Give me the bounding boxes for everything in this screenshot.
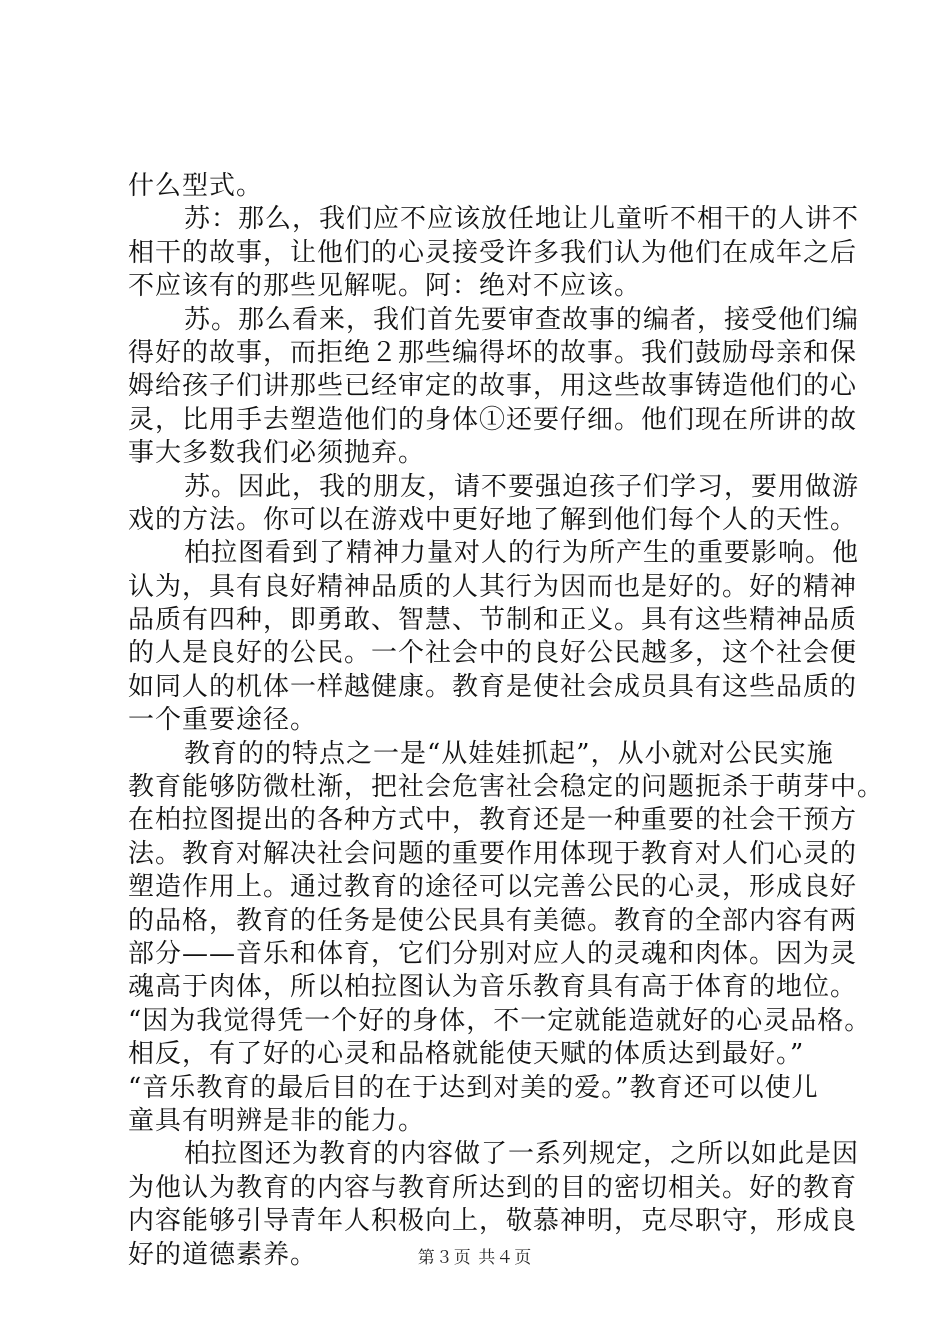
text-line: 内容能够引导青年人积极向上，敬慕神明，克尽职守，形成良 bbox=[128, 1206, 858, 1237]
text-line: 戏的方法。你可以在游戏中更好地了解到他们每个人的天性。 bbox=[128, 504, 858, 535]
text-line: 得好的故事，而拒绝２那些编得坏的故事。我们鼓励母亲和保 bbox=[128, 337, 858, 368]
text-line: 灵，比用手去塑造他们的身体①还要仔细。他们现在所讲的故 bbox=[128, 404, 858, 435]
document-body bbox=[128, 170, 885, 1272]
text-line: 苏。因此，我的朋友，请不要强迫孩子们学习，要用做游 bbox=[184, 471, 860, 502]
text-line: 魂高于肉体，所以柏拉图认为音乐教育具有高于体育的地位。 bbox=[128, 972, 858, 1003]
text-line: “因为我觉得凭一个好的身体，不一定就能造就好的心灵品格。 bbox=[128, 1005, 872, 1036]
text-line: 事大多数我们必须抛弃。 bbox=[128, 438, 426, 469]
page-number-footer: 第３页 共４页 bbox=[417, 1248, 533, 1268]
text-line: 法。教育对解决社会问题的重要作用体现于教育对人们心灵的 bbox=[128, 838, 858, 869]
text-line: 不应该有的那些见解呢。阿：绝对不应该。 bbox=[128, 271, 642, 302]
text-line: 认为，具有良好精神品质的人其行为因而也是好的。好的精神 bbox=[128, 571, 858, 602]
text-line: 相反，有了好的心灵和品格就能使天赋的体质达到最好。” bbox=[128, 1039, 805, 1070]
text-line: 部分——音乐和体育，它们分别对应人的灵魂和肉体。因为灵 bbox=[128, 938, 858, 969]
text-line: 苏：那么，我们应不应该放任地让儿童听不相干的人讲不 bbox=[184, 204, 860, 235]
text-line: 的人是良好的公民。一个社会中的良好公民越多，这个社会便 bbox=[128, 638, 858, 669]
text-line: 在柏拉图提出的各种方式中，教育还是一种重要的社会干预方 bbox=[128, 805, 858, 836]
text-line: 教育能够防微杜渐，把社会危害社会稳定的问题扼杀于萌芽中。 bbox=[128, 772, 885, 803]
text-line: 品质有四种，即勇敢、智慧、节制和正义。具有这些精神品质 bbox=[128, 605, 858, 636]
text-line: 苏。那么看来，我们首先要审查故事的编者，接受他们编 bbox=[184, 304, 860, 335]
text-line: 如同人的机体一样越健康。教育是使社会成员具有这些品质的 bbox=[128, 671, 858, 702]
text-line: 一个重要途径。 bbox=[128, 705, 318, 736]
text-line: 姆给孩子们讲那些已经审定的故事，用这些故事铸造他们的心 bbox=[128, 371, 858, 402]
text-line: 柏拉图看到了精神力量对人的行为所产生的重要影响。他 bbox=[184, 538, 860, 569]
text-line: 的品格，教育的任务是使公民具有美德。教育的全部内容有两 bbox=[128, 905, 858, 936]
text-line: 塑造作用上。通过教育的途径可以完善公民的心灵，形成良好 bbox=[128, 872, 858, 903]
text-line: “音乐教育的最后目的在于达到对美的爱。”教育还可以使儿 bbox=[128, 1072, 819, 1103]
text-line: 什么型式。 bbox=[128, 171, 264, 201]
text-line: 相干的故事，让他们的心灵接受许多我们认为他们在成年之后 bbox=[128, 237, 858, 268]
text-line: 柏拉图还为教育的内容做了一系列规定，之所以如此是因 bbox=[184, 1139, 860, 1170]
text-line: 童具有明辨是非的能力。 bbox=[128, 1105, 426, 1136]
text-line: 好的道德素养。 bbox=[128, 1239, 318, 1270]
text-line: 教育的的特点之一是“从娃娃抓起”，从小就对公民实施 bbox=[184, 738, 834, 769]
text-line: 为他认为教育的内容与教育所达到的目的密切相关。好的教育 bbox=[128, 1172, 858, 1203]
